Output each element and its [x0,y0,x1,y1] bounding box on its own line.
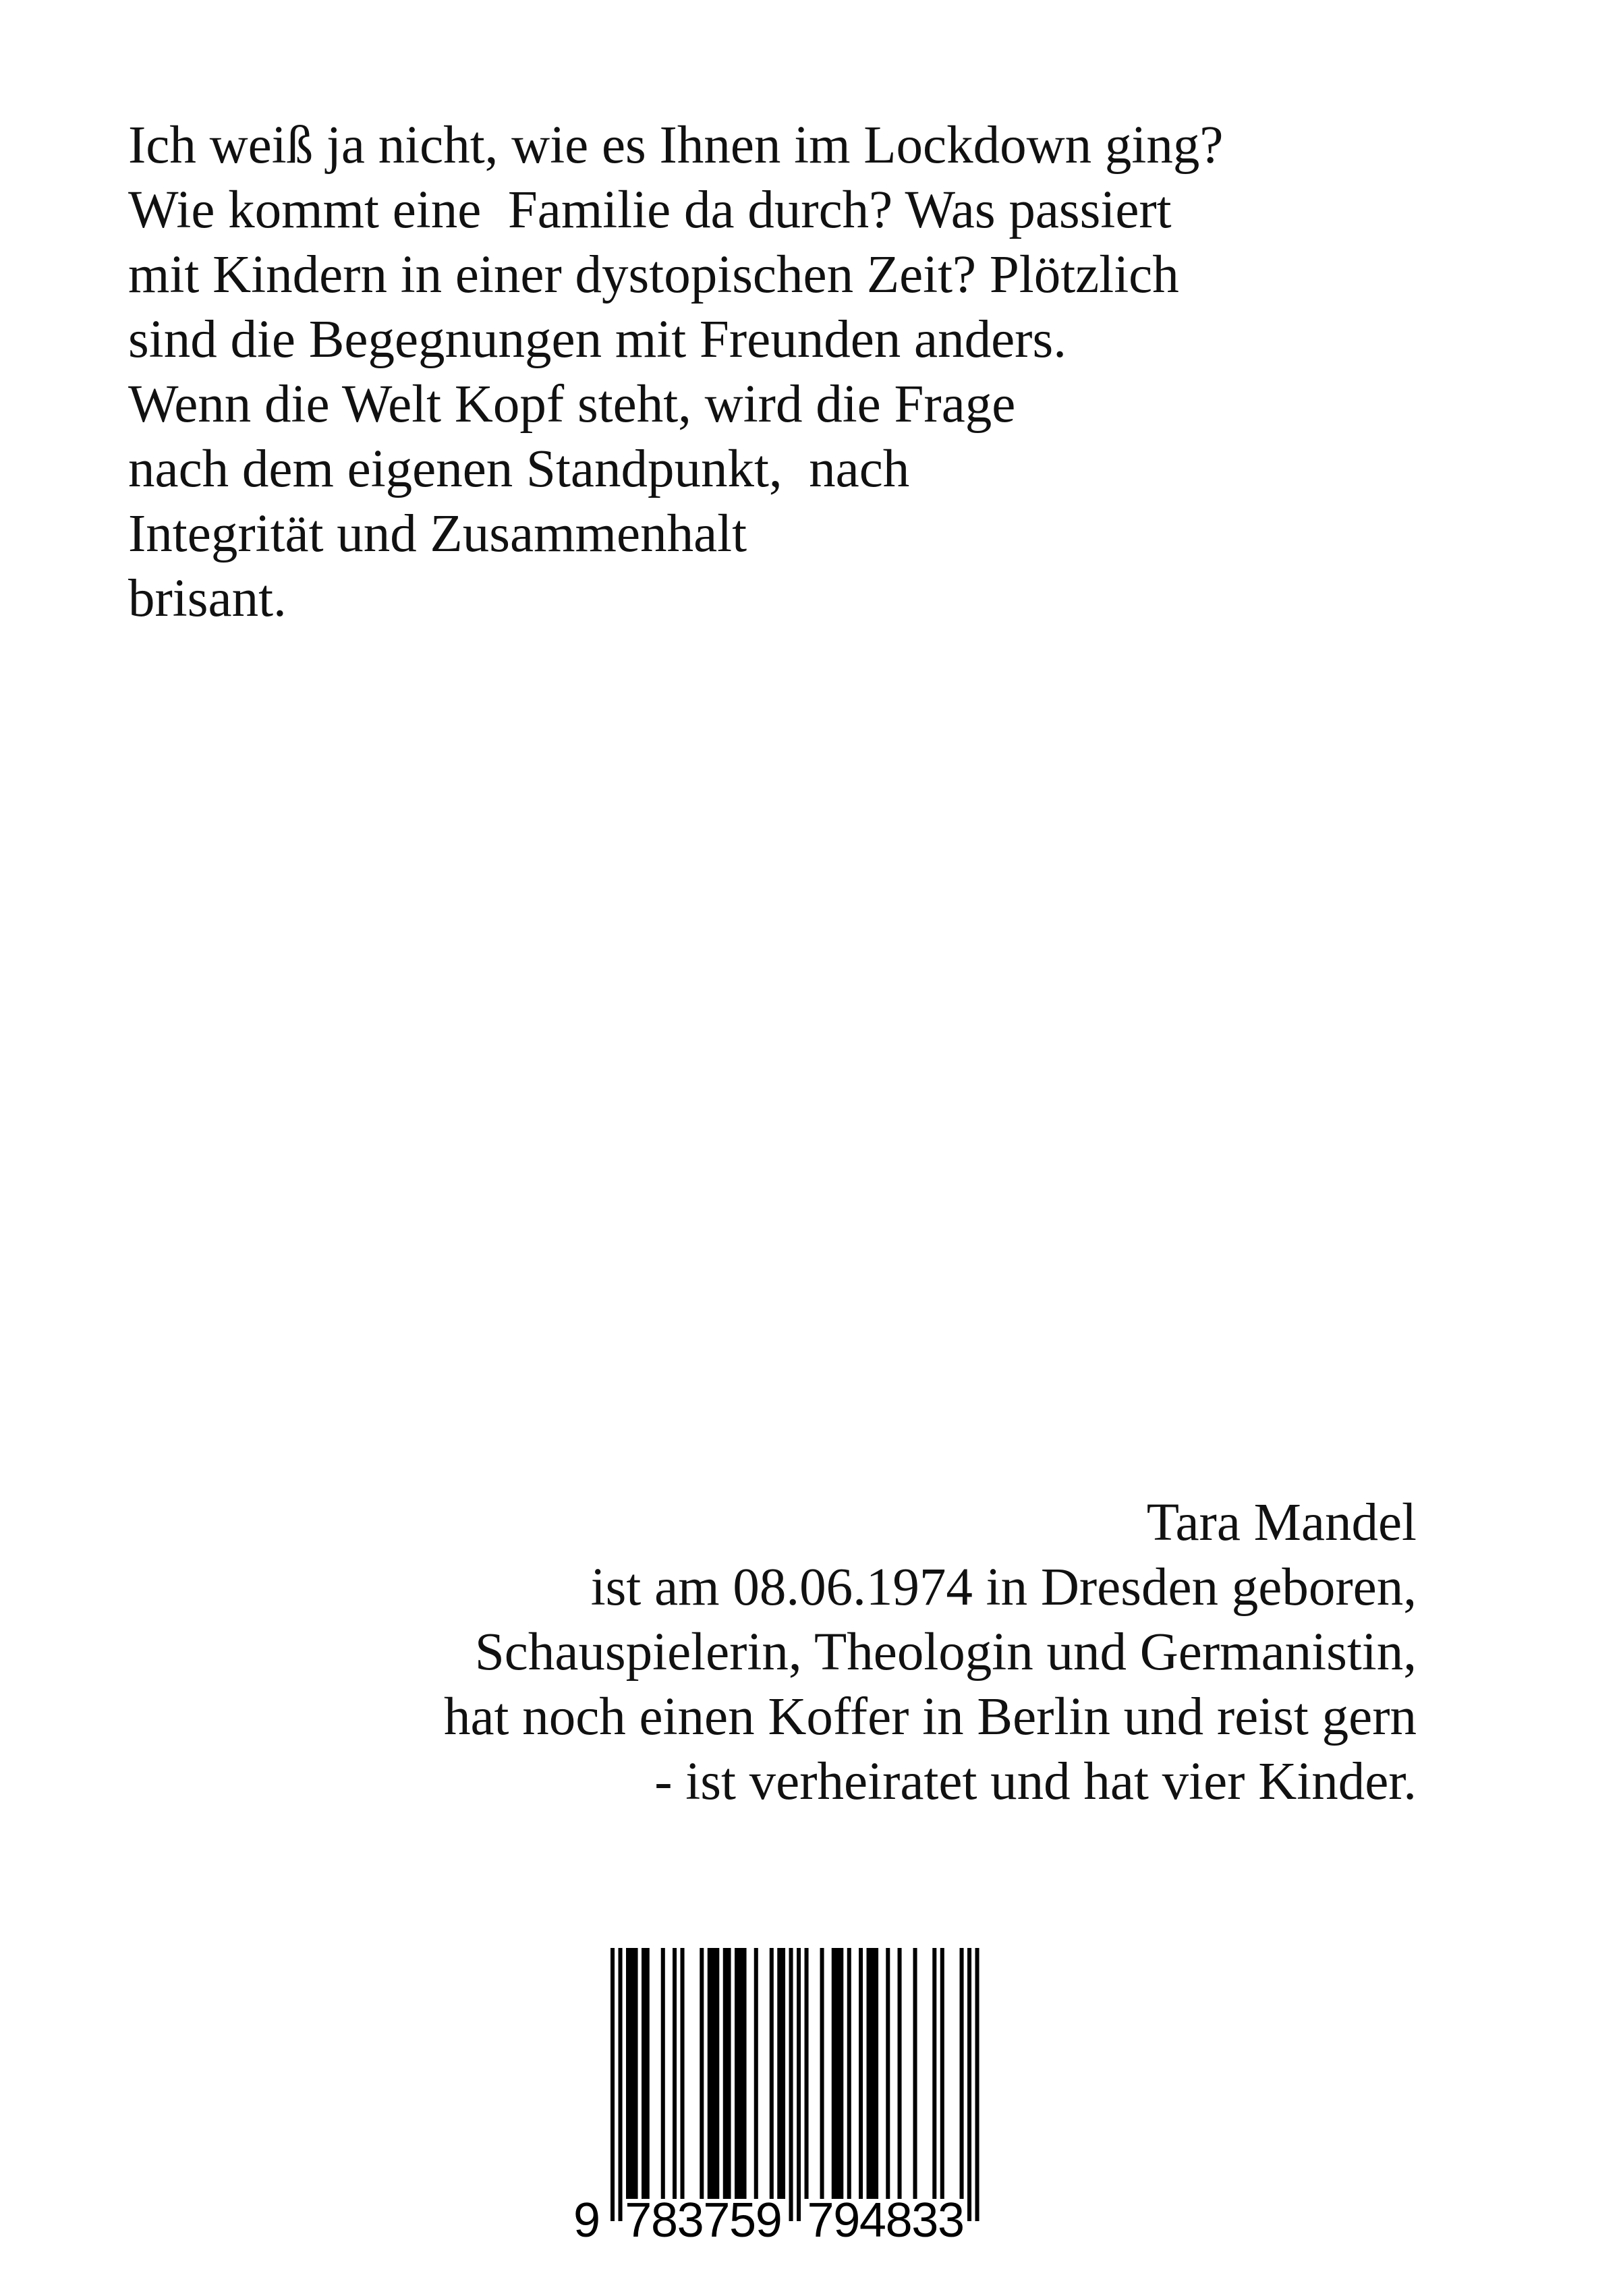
barcode-bar [832,1948,836,2199]
barcode-bar [723,1948,727,2199]
barcode-bar [630,1948,634,2199]
barcode-bar [913,1948,917,2199]
barcode-bar [789,1948,793,2221]
barcode-bar [805,1948,809,2199]
barcode-bar [681,1948,685,2199]
barcode-bar [859,1948,863,2199]
blurb-line: sind die Begegnungen mit Freunden anders. [128,310,1067,369]
barcode-bar [940,1948,944,2199]
barcode-bar [735,1948,739,2199]
author-bio-line: - ist verheiratet und hat vier Kinder. [654,1752,1417,1811]
barcode-bars [610,1948,979,2221]
barcode-bar [708,1948,712,2199]
author-bio-line: hat noch einen Koffer in Berlin und reist gern [443,1688,1417,1746]
barcode-bar [634,1948,638,2199]
barcode-bar [770,1948,774,2199]
barcode-bar [626,1948,630,2199]
barcode-bar [661,1948,665,2199]
back-cover-blurb [128,113,1223,631]
barcode-bar [646,1948,650,2199]
barcode-bar [960,1948,964,2199]
barcode-bar [739,1948,743,2199]
barcode-bar [777,1948,781,2199]
barcode-bar [781,1948,785,2199]
barcode-bar [797,1948,801,2221]
barcode-bar [700,1948,704,2199]
barcode-bar [874,1948,878,2199]
barcode-bar [754,1948,758,2199]
barcode-bar [727,1948,731,2199]
barcode-bar [886,1948,890,2199]
author-bio [444,1491,1417,1814]
barcode-bar [820,1948,824,2199]
author-name: Tara Mandel [1146,1493,1417,1552]
blurb-line: Wenn die Welt Kopf steht, wird die Frage [128,375,1016,434]
blurb-line: Ich weiß ja nicht, wie es Ihnen im Lockdown ging? [128,116,1224,175]
blurb-line: mit Kindern in einer dystopischen Zeit? Plötzlich [128,246,1179,304]
blurb-line: nach dem eigenen Standpunkt, nach [128,440,910,498]
blurb-line: Wie kommt eine Familie da durch? Was passiert [128,181,1172,239]
barcode-bar [870,1948,874,2199]
barcode-bar [975,1948,979,2221]
barcode-bar [967,1948,971,2221]
barcode-digits-right: 794833 [807,2193,965,2247]
barcode-bar [610,1948,615,2221]
barcode-bar [839,1948,843,2199]
barcode-bar [715,1948,719,2199]
barcode-digits-left: 783759 [625,2193,783,2247]
barcode-bar [898,1948,902,2199]
author-bio-line: ist am 08.06.1974 in Dresden geboren, [590,1558,1417,1617]
barcode-bar [847,1948,851,2199]
barcode-digit-first: 9 [573,2193,601,2247]
barcode-bar [867,1948,871,2199]
barcode-bar [743,1948,747,2199]
barcode-bar [673,1948,677,2199]
author-bio-line: Schauspielerin, Theologin und Germanistin, [474,1623,1417,1682]
barcode-bar [836,1948,840,2199]
barcode-bar [932,1948,936,2199]
barcode-bar [619,1948,623,2221]
blurb-line: Integrität und Zusammenhalt [128,505,747,563]
blurb-line: brisant. [128,569,287,628]
barcode-bar [642,1948,646,2199]
barcode-bar [712,1948,716,2199]
isbn-barcode [573,1948,992,2265]
